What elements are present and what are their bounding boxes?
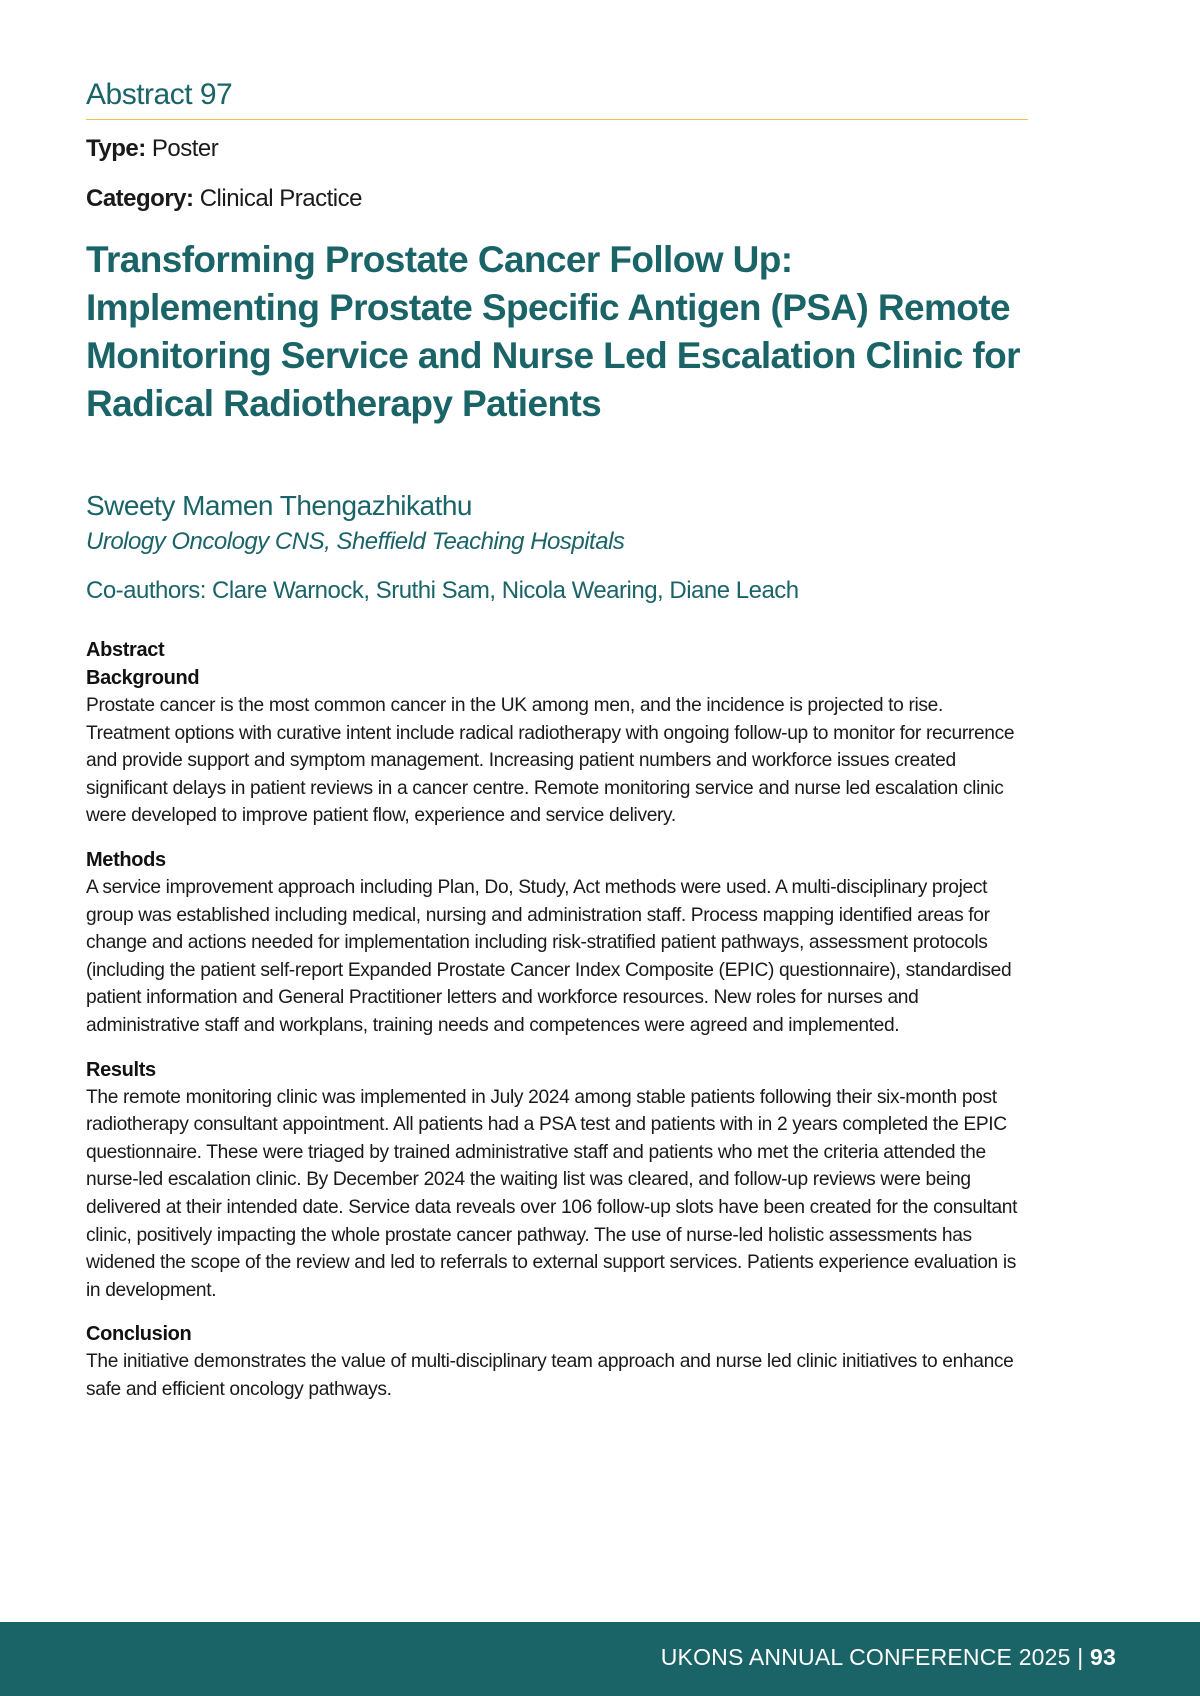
conclusion-heading: Conclusion: [86, 1323, 192, 1346]
background-heading: Background: [86, 667, 200, 689]
methods-heading: Methods: [86, 848, 166, 871]
page-number: 93: [1090, 1644, 1116, 1670]
results-heading: Results: [86, 1058, 156, 1081]
page-footer: [0, 1622, 1200, 1696]
footer-separator: |: [1070, 1644, 1091, 1670]
category-value: Clinical Practice: [199, 185, 362, 212]
author-name: Sweety Mamen Thengazhikathu: [86, 490, 472, 521]
abstract-number: Abstract 97: [86, 78, 233, 111]
abstract-heading: Abstract: [86, 639, 165, 661]
conference-name: UKONS ANNUAL CONFERENCE 2025: [660, 1644, 1071, 1670]
category-label: Category:: [86, 185, 194, 212]
header-divider: [86, 119, 1028, 120]
type-label: Type:: [86, 135, 146, 162]
coauthors: Co-authors: Clare Warnock, Sruthi Sam, Nicola Wearing, Diane Leach: [86, 577, 799, 604]
conclusion-text: The initiative demonstrates the value of multi-disciplinary team approach and nurse led clinic initiatives to enhance safe and efficient oncology pathways.: [86, 1351, 1014, 1400]
type-value: Poster: [151, 135, 219, 162]
results-text: The remote monitoring clinic was implemented in July 2024 among stable patients following their six-month post radiotherapy consultant appointment. All patients had a PSA test and patients with in 2 years completed the EPIC questionnaire. These were triaged by trained administrative staff and patients who met the criteria attended the nurse-led escalation clinic. By December 2024 the waiting list was cleared, and follow-up reviews were being delivered at their intended date. Service data reveals over 106 follow-up slots have been created for the consultant clinic, positively impacting the whole prostate cancer pathway. The use of nurse-led holistic assessments has widened the scope of the review and led to referrals to external support services. Patients experience evaluation is in development.: [86, 1086, 1018, 1301]
background-text: Prostate cancer is the most common cancer in the UK among men, and the incidence is projected to rise. Treatment options with curative intent include radical radiotherapy with ongoing follow-up to monitor for recurrence and provide support and symptom management. Increasing patient numbers and workforce issues created significant delays in patient reviews in a cancer centre. Remote monitoring service and nurse led escalation clinic were developed to improve patient flow, experience and service delivery.: [86, 695, 1015, 827]
abstract-body: [86, 636, 1030, 1419]
abstract-title: Transforming Prostate Cancer Follow Up: Implementing Prostate Specific Antigen (PSA) Remote Monitoring Service and Nurse Led Escalation Clinic for Radical Radiotherapy Patients: [86, 239, 1020, 424]
methods-text: A service improvement approach including Plan, Do, Study, Act methods were used. A multi-disciplinary project group was established including medical, nursing and administration staff. Process mapping identified areas for change and actions needed for implementation including risk-stratified patient pathways, assessment protocols (including the patient self-report Expanded Prostate Cancer Index Composite (EPIC) questionnaire), standardised patient information and General Practitioner letters and workforce resources. New roles for nurses and administrative staff and workplans, training needs and competences were agreed and implemented.: [86, 876, 1012, 1036]
author-affiliation: Urology Oncology CNS, Sheffield Teaching Hospitals: [86, 528, 625, 555]
category-line: [86, 185, 362, 213]
footer-text: [661, 1644, 1116, 1671]
type-line: [86, 135, 218, 163]
